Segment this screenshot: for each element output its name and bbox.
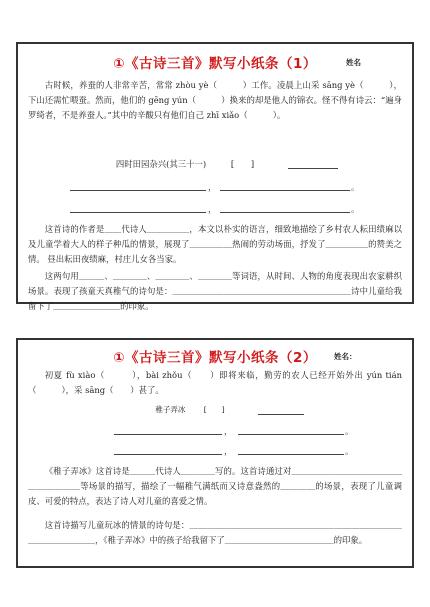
card-2-line-3-comma: ， (224, 446, 233, 456)
card-1-line-4-blank[interactable] (220, 212, 350, 213)
card-2-line-1-comma: ， (224, 426, 233, 436)
card-1-poem-title (18, 158, 412, 170)
card-1-poem-name: 四时田园杂兴(其三十一) (115, 159, 207, 169)
card-1-line-2-period: 。 (351, 182, 360, 192)
card-2-title: ①《古诗三首》默写小纸条（2） (113, 350, 317, 366)
card-1-line-4-period: 。 (351, 204, 360, 214)
card-2-line-2-blank[interactable] (238, 434, 344, 435)
card-1-line-1-blank[interactable] (70, 190, 206, 191)
card-1-line-2-blank[interactable] (220, 190, 350, 191)
card-2-name-label: 姓名： (334, 352, 357, 361)
card-2-line-2-period: 。 (345, 426, 354, 436)
card-1-line-3-comma: ， (208, 204, 217, 214)
card-1-analysis-paragraph: 这首诗的作者是＿＿代诗人＿＿＿＿＿，本文以朴实的语言，细致地描绘了乡村农人耘田绩麻以及儿童学着大人的样子种瓜的情景，展现了＿＿＿＿＿热闹的劳动场面，抒发了＿＿＿＿＿的赞美之情。 昼出耘田夜绩麻，村庄儿女各当家。 (28, 224, 402, 264)
card-2-line-4-blank[interactable] (238, 454, 344, 455)
card-2-line-4-period: 。 (345, 446, 354, 456)
card-1-title: ①《古诗三首》默写小纸条（1） (113, 56, 317, 72)
card-2-intro-paragraph: 初夏 fù xiào（ ），bài zhǒu（ ）即将来临，勤劳的农人已经开始外出 yún tián（ ），采 sāng（ ）甚了。 (28, 370, 402, 395)
card-2-poem-name: 稚子弄冰 (155, 405, 186, 414)
card-2-line-1-blank[interactable] (114, 434, 222, 435)
card-1-poem-dynasty-bracket: [ ] (230, 159, 255, 169)
card-1-line-3-blank[interactable] (70, 212, 206, 213)
card-2-poem-dynasty-bracket: [ ] (203, 405, 225, 414)
card-2-question-paragraph: 这首诗描写儿童玩冰的情景的诗句是：＿＿＿＿＿＿＿＿＿＿＿＿＿＿＿＿＿＿＿＿＿＿＿＿＿＿＿＿＿＿＿＿＿，《稚子弄冰》中的孩子给我留下了＿＿＿＿＿＿＿＿＿＿＿＿＿的印象。 (28, 520, 402, 545)
card-2-poem-author-blank[interactable] (258, 414, 304, 415)
card-2-analysis-paragraph: 《稚子弄冰》这首诗是＿＿＿代诗人＿＿＿＿写的。这首诗通过对＿＿＿＿＿＿＿＿＿＿＿＿＿＿＿＿＿＿＿等场景的描写，描绘了一幅稚气满纸而又诗意盎然的＿＿＿＿的场景，表现了儿童调皮、可爱的特点，表达了诗人对儿童的喜爱之情。 (28, 466, 402, 506)
card-2-line-3-blank[interactable] (114, 454, 222, 455)
worksheet-card-1 (16, 42, 414, 311)
card-1-question-paragraph: 这两句用＿＿＿、＿＿＿＿、＿＿＿＿、＿＿＿＿等词语，从时间、人物的角度表现出农家耕织场景。表现了孩童天真稚气的诗句是：＿＿＿＿＿＿＿＿＿＿＿＿＿＿＿＿＿＿＿＿＿诗中儿童给我留下了＿＿＿＿＿＿＿＿的印象。 (28, 271, 402, 311)
card-1-name-label: 姓名 (346, 58, 361, 67)
card-1-poem-author-blank[interactable] (288, 168, 338, 169)
card-2-poem-title (18, 404, 412, 415)
worksheet-card-2 (16, 338, 414, 568)
card-1-line-1-comma: ， (208, 182, 217, 192)
card-1-intro-paragraph: 古时候，养蚕的人非常辛苦，常常 zhòu yè（ ）工作。凌晨上山采 sāng yè（ ），下山还需忙喂蚕。然而，他们的 gēng yún（ ）换来的却是他人的锦衣。怪不得有诗云：“遍身罗绮者，不是养蚕人。”其中的辛酸只有他们自己 zhī xiǎo（ ）。 (28, 80, 402, 120)
